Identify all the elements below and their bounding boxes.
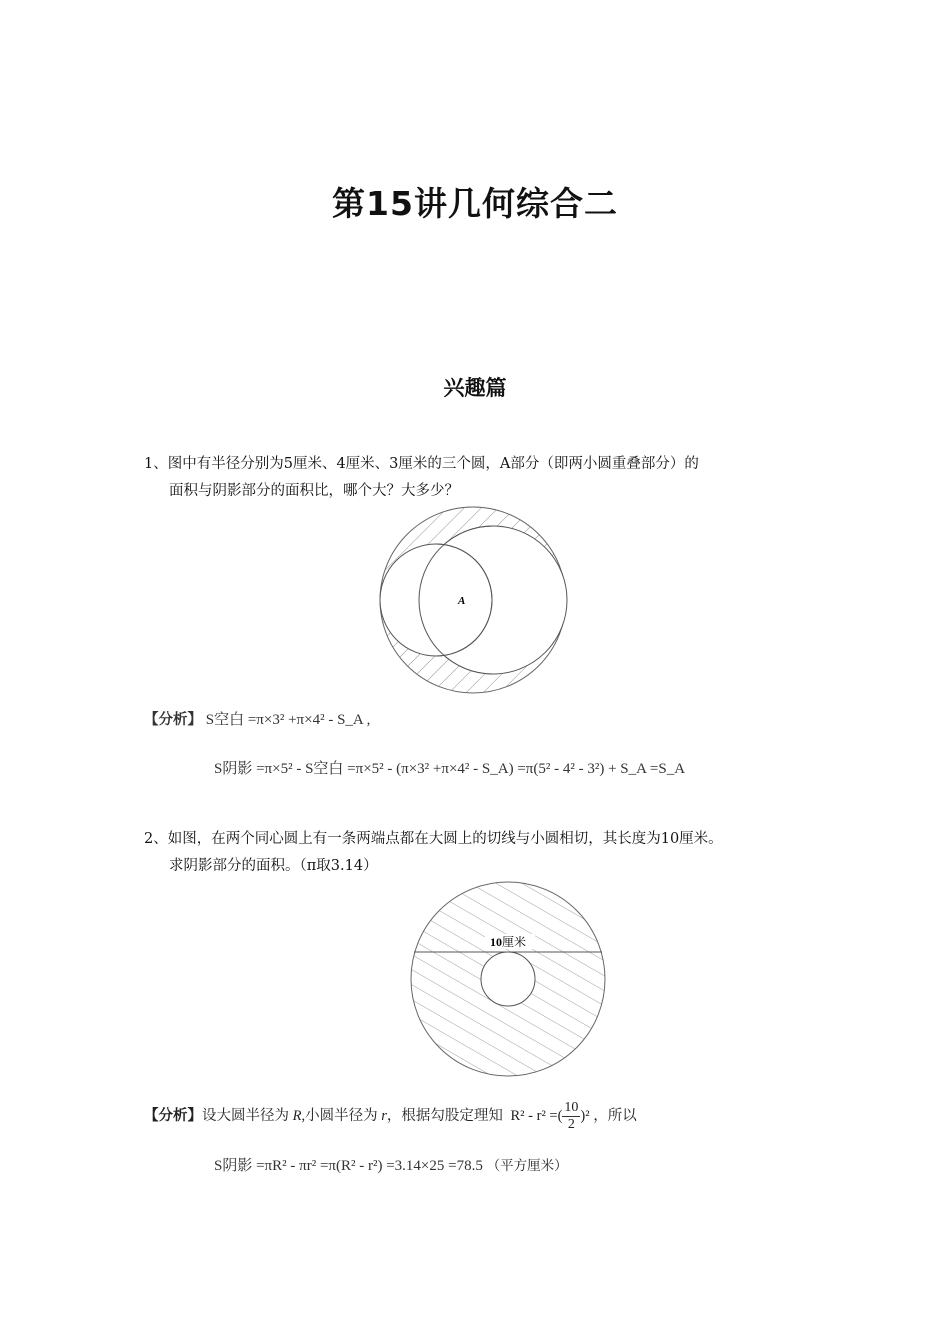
- pythagoras-formula: [511, 1100, 590, 1133]
- fraction-denominator: 2: [567, 1117, 575, 1132]
- section-heading: 兴趣篇: [443, 376, 507, 400]
- inner-circle: [481, 952, 535, 1006]
- region-a-label: A: [458, 595, 466, 607]
- question-1-line-2: 面积与阴影部分的面积比，哪个大？大多少？: [169, 483, 459, 499]
- analysis-2-line-2: [214, 1154, 568, 1175]
- page-title: 第15讲几何综合二: [332, 184, 618, 223]
- area-unit: （平方厘米）: [486, 1158, 568, 1173]
- analysis-1-formula-2: S阴影 =π×5² - S空白 =π×5² - (π×3² +π×4² - S_A) =π(5² - 4² - 3²) + S_A =S_A: [214, 761, 686, 777]
- var-big-r: R: [292, 1107, 302, 1124]
- question-1-line-1: 1、图中有半径分别为5厘米、4厘米、3厘米的三个圆，A部分（即两小圆重叠部分）的: [144, 456, 699, 472]
- concentric-circles-figure: [405, 876, 611, 1082]
- analysis-2-line-1: [144, 1100, 637, 1133]
- tangent-length-unit: 厘米: [502, 935, 527, 949]
- analysis-1-formula-1: S空白 =π×3² +π×4² - S_A ,: [205, 712, 371, 728]
- analysis-2-text-a: 设大圆半径为: [202, 1107, 289, 1124]
- pythagoras-lhs: R² - r² =(: [510, 1107, 563, 1124]
- fraction: [562, 1100, 580, 1133]
- tangent-length-number: 10: [490, 935, 502, 949]
- question-2-line-2: 求阴影部分的面积。（π取3.14）: [169, 858, 378, 874]
- analysis-2-text-c: ，根据勾股定理知: [386, 1107, 503, 1124]
- analysis-2-label: 【分析】: [144, 1107, 202, 1124]
- fraction-numerator: 10: [564, 1100, 579, 1115]
- svg-text:10厘米: [490, 934, 526, 949]
- pythagoras-rhs: )²: [580, 1107, 590, 1124]
- analysis-2-text-d: ，所以: [593, 1107, 637, 1124]
- analysis-2-text-b: ,小圆半径为: [301, 1107, 378, 1124]
- three-circles-figure: [370, 500, 576, 700]
- small-circle: [380, 544, 492, 656]
- var-small-r: r: [381, 1107, 387, 1124]
- analysis-1-line-1: [144, 708, 370, 729]
- question-1: [144, 451, 699, 505]
- analysis-label: 【分析】: [144, 712, 202, 728]
- question-2: [144, 826, 723, 880]
- analysis-2-formula-2: S阴影 =πR² - πr² =π(R² - r²) =3.14×25 =78.5: [214, 1158, 483, 1174]
- question-2-line-1: 2、如图，在两个同心圆上有一条两端点都在大圆上的切线与小圆相切，其长度为10厘米。: [144, 831, 723, 847]
